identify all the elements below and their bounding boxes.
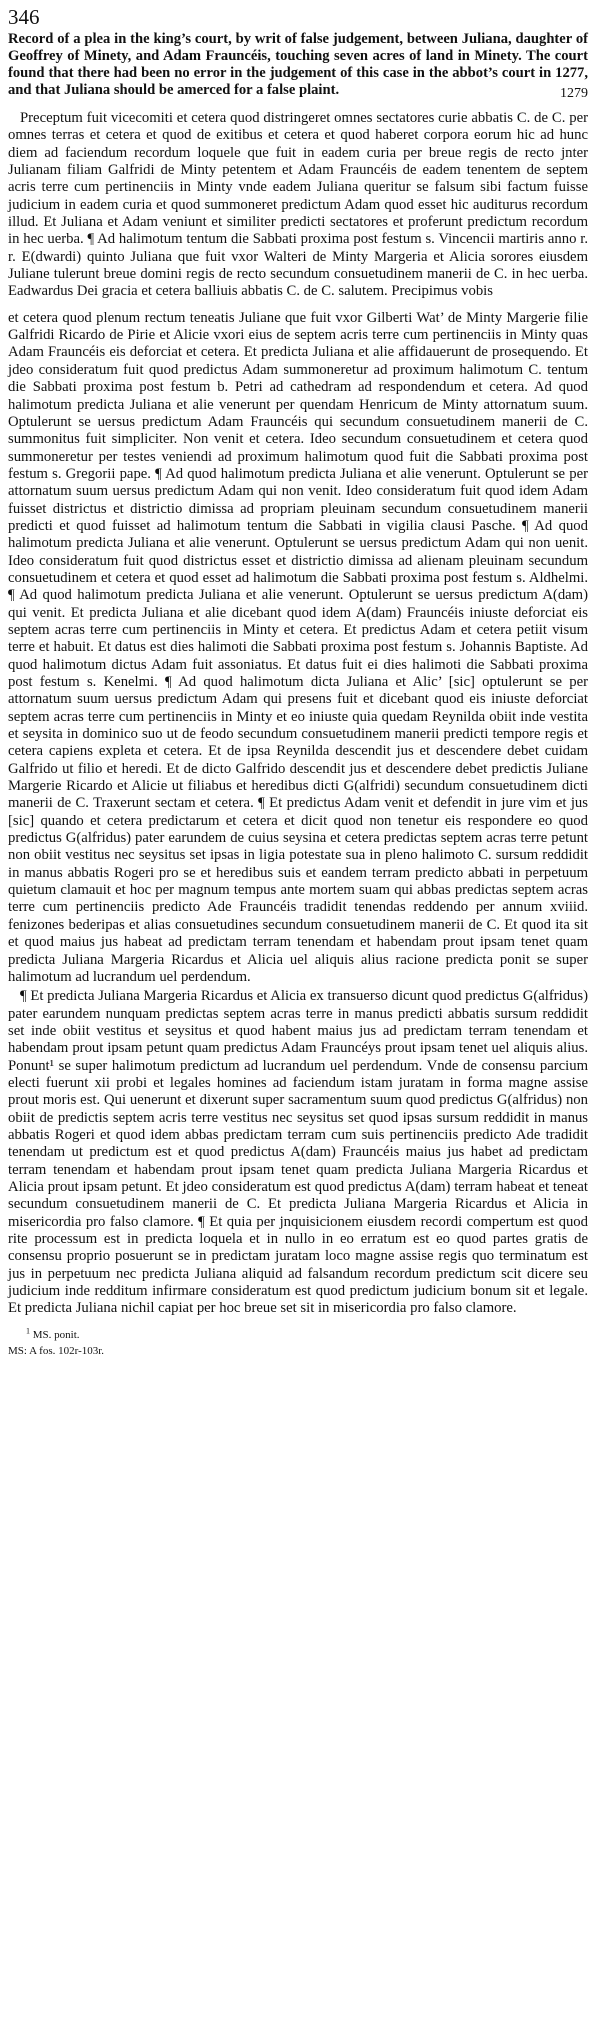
footnote bbox=[26, 1328, 588, 1342]
page-number: 346 bbox=[8, 5, 40, 29]
body-paragraph-3: ¶ Et predicta Juliana Margeria Ricardus et Alicia ex transuerso dicunt quod predictus G(alfridus) pater earundem nunquam predictas septem acras terre in manus predicti abbatis sursum reddidit set inde obiit vestitus et seysitus et quod habent maius jus ad predictam terram tenendam et habendam prout ipsam petunt quam predictus Adam Frauncéys prout ipsam tenet uel aliquis alius. Ponunt¹ se super halimotum predictum ad lucrandum uel perdendum. Vnde de consensu parcium electi fuerunt xii probi et legales homines ad faciendum istam juratam in forma magne assise prout moris est. Qui uenerunt et dixerunt super sacramentum suum quod predictus G(alfridus) non obiit de predictis septem acris terre vestitus nec seysitus set quod ipsas sursum reddidit in manus abbatis Rogeri et quod idem abbas predictam terram cum suis pertinenciis predicto Ade tradidit tenendam ut predictum est et quod predictus A(dam) Frauncéis maius jus habet ad predictam terram tenendam et habendam prout ipsam tenet quam predicta Juliana Margeria Ricardus et Alicia prout ipsam petunt. Et jdeo consideratum est quod predictus A(dam) terram habeat et teneat secundum consuetudinem manerii de C. Et predicta Juliana Margeria Ricardus et Alicia in misericordia pro falso clamore. ¶ Et quia per jnquisicionem eiusdem recordi compertum est quod rite processum est in predicta loquela et in nullo in eo erratum est eo quod partes gratis de consensu proprio posuerunt se in predictam juratam loco magne assise regis quo terminatum est jus in perpetuum nec predicta Juliana aliquid ad falsandum recordum predictum scit dicere seu judicium inde redditum infirmare consideratum est quod predictum judicium bonum sit et legale. Et predicta Juliana nichil capiat per hoc breue set sit in misericordia pro falso clamore. bbox=[8, 988, 588, 1317]
body-paragraph-2: et cetera quod plenum rectum teneatis Juliane que fuit vxor Gilberti Wat’ de Minty Margerie filie Galfridi Ricardo de Pirie et Alicie vxori eius de septem acris terre cum pertinenciis in Minty quas Adam Frauncéis eis deforciat et cetera. Et predicta Juliana et alie affidauerunt de prosequendo. Et jdeo consideratum fuit quod predictus Adam summoneretur ad proximum halimotum C. tentum die Sabbati proxima post festum b. Petri ad cathedram ad respondendum et cetera. Ad quod halimotum predicta Juliana et alie venerunt per quendam Henricum de Minty attornatum suum. Optulerunt se uersus predictum Adam Frauncéis qui secundum consuetudinem manerii de C. summonitus fuit simpliciter. Non venit et cetera. Ideo secundum consuetudinem et cetera quod summoneretur per testes veniendi ad proximum halimotum quod fuit die Sabbati proxima post festum s. Gregorii pape. ¶ Ad quod halimotum predicta Juliana et alie venerunt. Optulerunt se per attornatum suum uersus predictum Adam qui non venit. Ideo consideratum fuit quod idem Adam fuisset districtus et districtio dimissa ad propriam pleuinam secundum consuetudinem manerii predicti et quod fuisset ad halimotum tentum die Sabbati in vigilia clausi Pasche. ¶ Ad quod halimotum predicta Juliana et alie venerunt. Optulerunt se uersus predictum Adam qui non uenit. Ideo consideratum fuit quod districtus esset et districtio dimissa ad alienam pleuinam secundum consuetudinem et cetera et quod esset ad halimotum die Sabbati proxima post festum s. Aldhelmi. ¶ Ad quod halimotum predicta Juliana et alie venerunt. Optulerunt se uersus predictum A(dam) qui venit. Et predicta Juliana et alie dicebant quod idem A(dam) Frauncéis iniuste deforciat eis septem acras terre cum pertinenciis in Minty et cetera. Et predictus Adam et cetera petiit visum terre et habuit. Et datus est dies halimoti die Sabbati proxima post festum s. Johannis Baptiste. Ad quod halimotum dictus Adam fuit assoniatus. Et datus fuit ei dies halimoti die Sabbati proxima post festum s. Kenelmi. ¶ Ad quod halimotum dicta Juliana et Alic’ [sic] optulerunt se per attornatum suum uersus predictum Adam qui presens fuit et dicebant quod eis iniuste deforciat septem acras terre cum pertinenciis in Minty et eo iniuste quia quedam Reynilda obiit inde vestita et seysita in dominico suo ut de feodo secundum consuetudinem manerii predicti tempore regis et cetera capiens expleta et cetera. Et de ipsa Reynilda descendit jus et descendere debet cuidam Galfrido ut filio et heredi. Et de dicto Galfrido descendit jus et descendere debet predictis Juliane Margerie Ricardo et Alicie ut filiabus et heredibus dicti G(alfridi) secundum consuetudinem dicti manerii de C. Traxerunt sectam et cetera. ¶ Et predictus Adam venit et defendit in jure vim et jus [sic] quando et cetera predictarum et cetera et dicit quod non tenetur eis respondere eo quod predictus G(alfridus) pater earundem de cuius seysina et cetera predictas septem acras terre petunt non obiit vestitus nec seysitus set ipsas in ligia potestate sua in pleno halimoto C. sursum reddidit in manus abbatis Rogeri pro se et heredibus suis et eandem terram predicto abbati in perpetuum quietum clamauit et hoc per magnum tempus ante mortem suam qui abbas predictas septem acras terre cum pertinenciis predicto Ade Frauncéis tradidit tenendas reddendo per annum xviiid. fenizones bederipas et alias consuetudines secundum consuetudinem manerii de C. Et quod ita sit et quod maius jus habeat ad predictam terram tenendam et habendam prout ipsam tenet quam predicta Juliana Margeria Ricardus et Alicia uel aliquis alius racione predicta ponit se super halimotum ad lucrandum uel perdendum. bbox=[8, 309, 588, 985]
body-paragraph-1: Preceptum fuit vicecomiti et cetera quod distringeret omnes sectatores curie abbatis C. de C. per omnes terras et cetera et quod de exitibus et cetera et quod haberet corpora eorum hic ad hunc diem ad faciendum recordum loquele que fuit in eadem curia per breue regis de recto jnter Julianam filiam Galfridi de Minty petentem et Adam Frauncéis de eadem tenentem de septem acris terre cum pertinenciis in Minty vnde eadem Juliana queritur se falsum sibi factum fuisse judicium in eadem curia et quod summoneret predictum Adam quod esset hic auditurus recordum illud. Et Juliana et Adam veniunt et similiter predicti sectatores et proferunt predictum recordum in hec uerba. ¶ Ad halimotum tentum die Sabbati proxima post festum s. Vincencii martiris anno r. r. E(dwardi) quinto Juliana que fuit vxor Walteri de Minty Margeria et Alicia sorores eiusdem Juliane tulerunt breue domini regis de recto secundum consuetudinem manerii de C. in hec uerba. Eadwardus Dei gracia et cetera balliuis abbatis C. de C. salutem. Precipimus vobis bbox=[8, 110, 588, 300]
record-heading-text: Record of a plea in the king’s court, by writ of false judgement, between Juliana, daughter of Geoffrey of Minety, and Adam Frauncéis, touching seven acres of land in Minety. The court found that there had been no error in the judgement of this case in the abbot’s court in 1277, and that Juliana should be amerced for a false plaint. bbox=[8, 31, 588, 98]
record-year: 1279 bbox=[560, 86, 588, 101]
record-heading bbox=[8, 31, 588, 99]
manuscript-reference: MS: A fos. 102r-103r. bbox=[8, 1344, 105, 1357]
footnote-text: MS. ponit. bbox=[32, 1328, 80, 1341]
footnote-mark: 1 bbox=[26, 1326, 30, 1336]
